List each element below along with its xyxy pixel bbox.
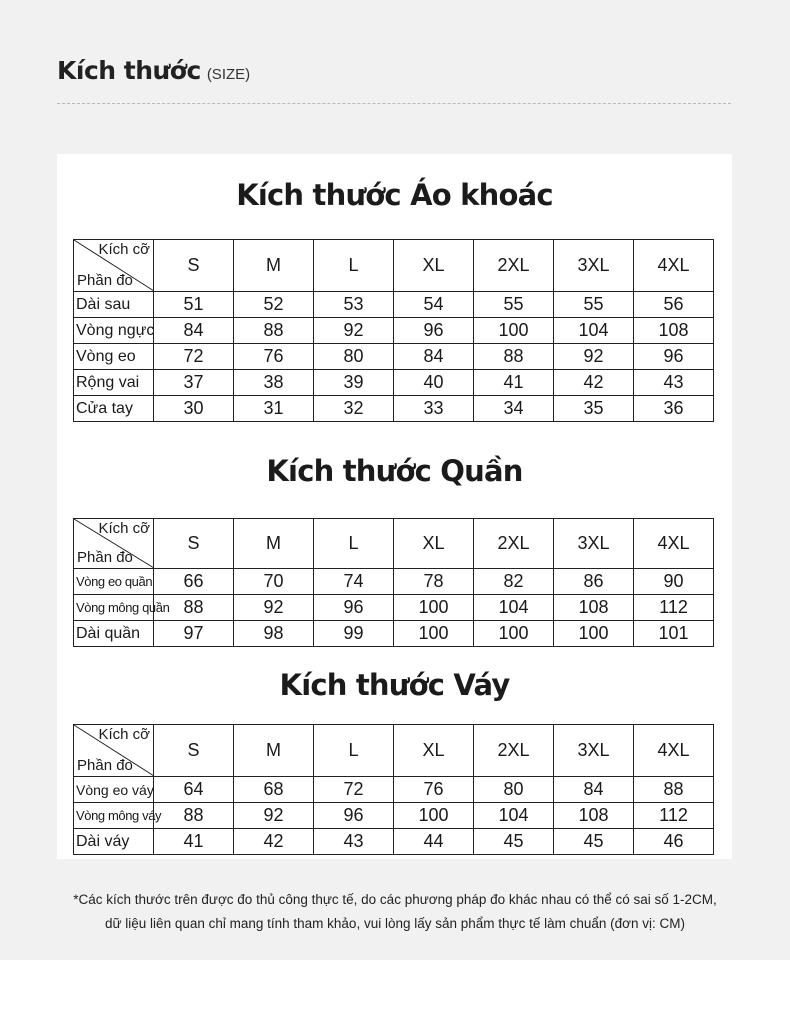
size-header: M bbox=[234, 725, 314, 777]
table-cell: 100 bbox=[394, 803, 474, 829]
table-cell: 100 bbox=[394, 595, 474, 621]
table-cell: 43 bbox=[314, 829, 394, 855]
table-cell: 108 bbox=[634, 318, 714, 344]
corner-cell bbox=[74, 240, 154, 292]
table-row bbox=[74, 803, 714, 829]
row-label: Dài sau bbox=[74, 292, 154, 318]
table-cell: 51 bbox=[154, 292, 234, 318]
corner-cell bbox=[74, 519, 154, 569]
table-header-row bbox=[74, 240, 714, 292]
table-cell: 96 bbox=[394, 318, 474, 344]
row-label: Vòng eo bbox=[74, 344, 154, 370]
table-cell: 88 bbox=[154, 803, 234, 829]
size-header: 4XL bbox=[634, 519, 714, 569]
row-label: Vòng eo quần bbox=[74, 569, 154, 595]
table-cell: 92 bbox=[234, 595, 314, 621]
table-cell: 56 bbox=[634, 292, 714, 318]
size-header: L bbox=[314, 519, 394, 569]
corner-cell bbox=[74, 725, 154, 777]
size-header: S bbox=[154, 725, 234, 777]
table-cell: 37 bbox=[154, 370, 234, 396]
size-header: 4XL bbox=[634, 240, 714, 292]
table-cell: 42 bbox=[234, 829, 314, 855]
dashed-divider bbox=[57, 103, 731, 104]
table-cell: 64 bbox=[154, 777, 234, 803]
table-cell: 112 bbox=[634, 803, 714, 829]
row-label: Vòng mông quần bbox=[74, 595, 154, 621]
row-label: Vòng eo váy bbox=[74, 777, 154, 803]
table-cell: 96 bbox=[314, 803, 394, 829]
table-cell: 72 bbox=[154, 344, 234, 370]
row-label: Dài quần bbox=[74, 621, 154, 647]
size-header: 3XL bbox=[554, 519, 634, 569]
corner-size-label: Kích cỡ bbox=[98, 520, 150, 537]
row-label: Vòng ngực bbox=[74, 318, 154, 344]
table-cell: 86 bbox=[554, 569, 634, 595]
table-cell: 80 bbox=[314, 344, 394, 370]
table-cell: 100 bbox=[474, 318, 554, 344]
size-header: L bbox=[314, 725, 394, 777]
size-header: XL bbox=[394, 240, 474, 292]
table-cell: 40 bbox=[394, 370, 474, 396]
size-header: 3XL bbox=[554, 240, 634, 292]
corner-measure-label: Phần đo bbox=[77, 757, 133, 774]
size-header: 2XL bbox=[474, 240, 554, 292]
table-cell: 41 bbox=[154, 829, 234, 855]
table-row bbox=[74, 621, 714, 647]
table-cell: 32 bbox=[314, 396, 394, 422]
table-cell: 31 bbox=[234, 396, 314, 422]
row-label: Rộng vai bbox=[74, 370, 154, 396]
table-row bbox=[74, 292, 714, 318]
table-header-row bbox=[74, 519, 714, 569]
table-cell: 84 bbox=[394, 344, 474, 370]
table-row bbox=[74, 829, 714, 855]
table-cell: 35 bbox=[554, 396, 634, 422]
size-header: 4XL bbox=[634, 725, 714, 777]
pants-size-table bbox=[73, 518, 714, 647]
table-cell: 99 bbox=[314, 621, 394, 647]
table-cell: 88 bbox=[154, 595, 234, 621]
table-cell: 39 bbox=[314, 370, 394, 396]
table-cell: 43 bbox=[634, 370, 714, 396]
table-cell: 76 bbox=[394, 777, 474, 803]
table-cell: 54 bbox=[394, 292, 474, 318]
table-cell: 33 bbox=[394, 396, 474, 422]
table-cell: 92 bbox=[314, 318, 394, 344]
table-cell: 82 bbox=[474, 569, 554, 595]
size-header: M bbox=[234, 519, 314, 569]
page-header bbox=[57, 56, 250, 85]
table-row bbox=[74, 595, 714, 621]
row-label: Cửa tay bbox=[74, 396, 154, 422]
table-header-row bbox=[74, 725, 714, 777]
table-cell: 100 bbox=[394, 621, 474, 647]
table-cell: 96 bbox=[314, 595, 394, 621]
table-cell: 88 bbox=[474, 344, 554, 370]
size-header: 2XL bbox=[474, 519, 554, 569]
table-cell: 30 bbox=[154, 396, 234, 422]
table-cell: 92 bbox=[554, 344, 634, 370]
table-cell: 112 bbox=[634, 595, 714, 621]
table-cell: 84 bbox=[554, 777, 634, 803]
table-cell: 41 bbox=[474, 370, 554, 396]
footnote-line-2: dữ liệu liên quan chỉ mang tính tham khảo, vui lòng lấy sản phẩm thực tế làm chuẩn (đơn vị: CM) bbox=[105, 916, 685, 931]
table-cell: 80 bbox=[474, 777, 554, 803]
skirt-size-table bbox=[73, 724, 714, 855]
table-row bbox=[74, 344, 714, 370]
table-cell: 42 bbox=[554, 370, 634, 396]
row-label: Dài váy bbox=[74, 829, 154, 855]
table-cell: 55 bbox=[554, 292, 634, 318]
table-cell: 98 bbox=[234, 621, 314, 647]
jacket-section-title: Kích thước Áo khoác bbox=[236, 178, 553, 212]
footnote-line-1: *Các kích thước trên được đo thủ công thực tế, do các phương pháp đo khác nhau có thể có sai số 1-2CM, bbox=[73, 892, 717, 907]
size-header: XL bbox=[394, 519, 474, 569]
size-header: S bbox=[154, 240, 234, 292]
table-cell: 34 bbox=[474, 396, 554, 422]
size-header: 2XL bbox=[474, 725, 554, 777]
table-cell: 104 bbox=[554, 318, 634, 344]
corner-size-label: Kích cỡ bbox=[98, 726, 150, 743]
pants-section-title: Kích thước Quần bbox=[266, 454, 523, 488]
size-chart-card bbox=[57, 154, 732, 859]
size-header: 3XL bbox=[554, 725, 634, 777]
table-cell: 70 bbox=[234, 569, 314, 595]
table-cell: 100 bbox=[554, 621, 634, 647]
table-cell: 104 bbox=[474, 595, 554, 621]
table-cell: 78 bbox=[394, 569, 474, 595]
table-cell: 45 bbox=[474, 829, 554, 855]
bottom-band bbox=[0, 960, 790, 1011]
page-title: Kích thước bbox=[57, 56, 201, 85]
table-cell: 108 bbox=[554, 595, 634, 621]
table-cell: 104 bbox=[474, 803, 554, 829]
table-row bbox=[74, 318, 714, 344]
table-cell: 46 bbox=[634, 829, 714, 855]
corner-size-label: Kích cỡ bbox=[98, 241, 150, 258]
table-cell: 97 bbox=[154, 621, 234, 647]
footnote bbox=[0, 888, 790, 936]
table-cell: 88 bbox=[634, 777, 714, 803]
table-cell: 52 bbox=[234, 292, 314, 318]
size-header: S bbox=[154, 519, 234, 569]
table-cell: 53 bbox=[314, 292, 394, 318]
table-row bbox=[74, 777, 714, 803]
table-cell: 68 bbox=[234, 777, 314, 803]
table-cell: 92 bbox=[234, 803, 314, 829]
table-cell: 74 bbox=[314, 569, 394, 595]
table-cell: 44 bbox=[394, 829, 474, 855]
corner-measure-label: Phần đo bbox=[77, 549, 133, 566]
corner-measure-label: Phần đo bbox=[77, 272, 133, 289]
table-cell: 76 bbox=[234, 344, 314, 370]
table-row bbox=[74, 370, 714, 396]
size-header: XL bbox=[394, 725, 474, 777]
row-label: Vòng mông váy bbox=[74, 803, 154, 829]
table-cell: 66 bbox=[154, 569, 234, 595]
table-cell: 108 bbox=[554, 803, 634, 829]
table-row bbox=[74, 396, 714, 422]
table-cell: 100 bbox=[474, 621, 554, 647]
table-row bbox=[74, 569, 714, 595]
table-cell: 38 bbox=[234, 370, 314, 396]
table-cell: 90 bbox=[634, 569, 714, 595]
table-cell: 84 bbox=[154, 318, 234, 344]
table-cell: 96 bbox=[634, 344, 714, 370]
size-header: L bbox=[314, 240, 394, 292]
skirt-section-title: Kích thước Váy bbox=[279, 668, 510, 702]
page-subtitle: (SIZE) bbox=[206, 66, 251, 83]
table-cell: 55 bbox=[474, 292, 554, 318]
table-cell: 36 bbox=[634, 396, 714, 422]
table-cell: 88 bbox=[234, 318, 314, 344]
table-cell: 45 bbox=[554, 829, 634, 855]
size-header: M bbox=[234, 240, 314, 292]
jacket-size-table bbox=[73, 239, 714, 422]
table-cell: 101 bbox=[634, 621, 714, 647]
table-cell: 72 bbox=[314, 777, 394, 803]
